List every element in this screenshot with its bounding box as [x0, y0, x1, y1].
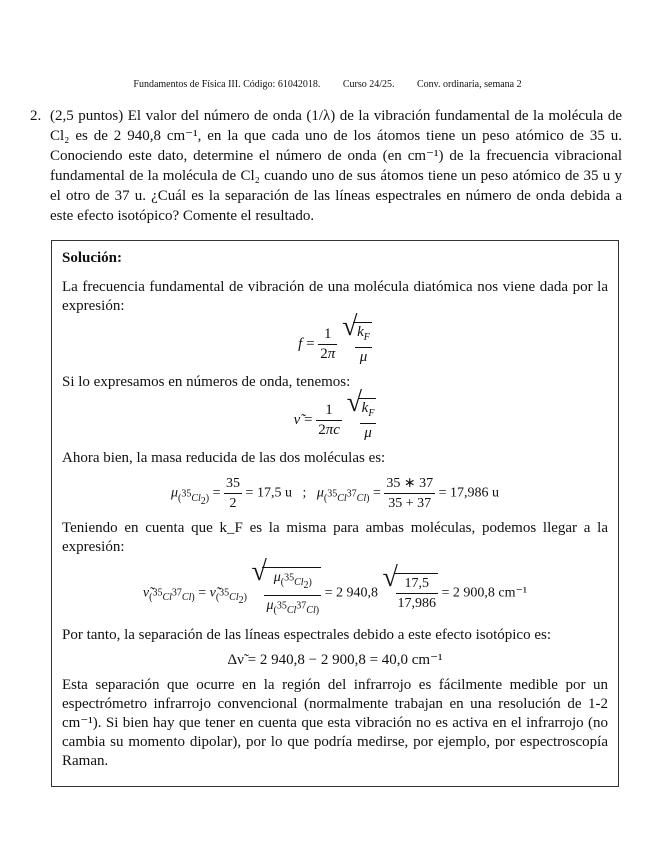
solution-paragraph-3: Ahora bien, la masa reducida de las dos moléculas es: — [62, 450, 386, 466]
exam-session: Conv. ordinaria, semana 2 — [417, 79, 522, 90]
problem-text: (2,5 puntos) El valor del número de onda (1/λ) de la vibración fundamental de la molécula de Cl₂ es de 2 940,8 cm⁻¹, en la que cada uno de los átomos tiene un peso atómico de 35 u. Conociendo este dato, determine el número de onda (en cm⁻¹) de la frecuencia vibracional fundamental de la molécula de Cl₂ cuando uno de sus átomos tiene un peso atómico de 35 u y el otro de 37 u. ¿Cuál es la separación de las líneas espectrales en número de onda debida a este efecto isotópico? Comente el resultado. — [50, 108, 622, 224]
solution-title: Solución: — [62, 250, 123, 266]
course-year: Curso 24/25. — [342, 79, 395, 90]
equation-isotope-wavenumber: $\nũ_{(^{35}Cl^{37}Cl)}$ = $\nũ_{(^{35}Cl_2)}$ √ $\frac{\mu_{(^{35}Cl_2)}}{\mu_{(^{35}Cl^{37}Cl)}}$ = 2 940,8 √ $\frac{17,5}{17,986}$ = 2 900,8 cm⁻¹ — [62, 567, 608, 620]
solution-paragraph-4: Teniendo en cuenta que k_F es la misma para ambas moléculas, podemos llegar a la expresión: — [62, 520, 608, 555]
solution-paragraph-2: Si lo expresamos en números de onda, tenemos: — [62, 374, 351, 390]
solution-box — [51, 240, 619, 787]
problem-number: 2. — [30, 108, 42, 124]
problem-statement — [30, 106, 622, 226]
equation-wavenumber: ν̃ = $\frac{1}{2\pi c}$ √ $\frac{k_F}{\mu}$ — [62, 398, 608, 443]
equation-reduced-mass: $\mu_{(^{35}Cl_2)}$ = $\frac{35}{2}$ = 17,5 u ; $\mu_{(^{35}Cl^{37}Cl)}$ = $\frac{35 ∗ 37}{35 + 37}$ = 17,986 u — [170, 476, 500, 511]
equation-separation: Δν̃ = 2 940,8 − 2 900,8 = 40,0 cm⁻¹ — [227, 651, 443, 668]
solution-paragraph-5: Por tanto, la separación de las líneas espectrales debido a este efecto isotópico es: — [62, 626, 551, 643]
course-title: Fundamentos de Física III. Código: 61042018. — [133, 79, 321, 90]
solution-paragraph-6: Esta separación que ocurre en la región del infrarrojo es fácilmente medible por un espectrómetro infrarrojo convencional (normalmente trabajan en una resolución de 1-2 cm⁻¹). Si bien hay que tener en cuenta que esta vibración no es activa en el infrarrojo (no cambia su momento dipolar), por lo que podría medirse, por ejemplo, por espectroscopía Raman. — [62, 676, 608, 769]
solution-paragraph-1: La frecuencia fundamental de vibración de una molécula diatómica nos viene dada por la expresión: — [62, 279, 608, 314]
page-header — [0, 79, 655, 90]
equation-frequency: f = $\frac{1}{2\pi}$ √ $\frac{k_F}{\mu}$ — [62, 322, 608, 367]
